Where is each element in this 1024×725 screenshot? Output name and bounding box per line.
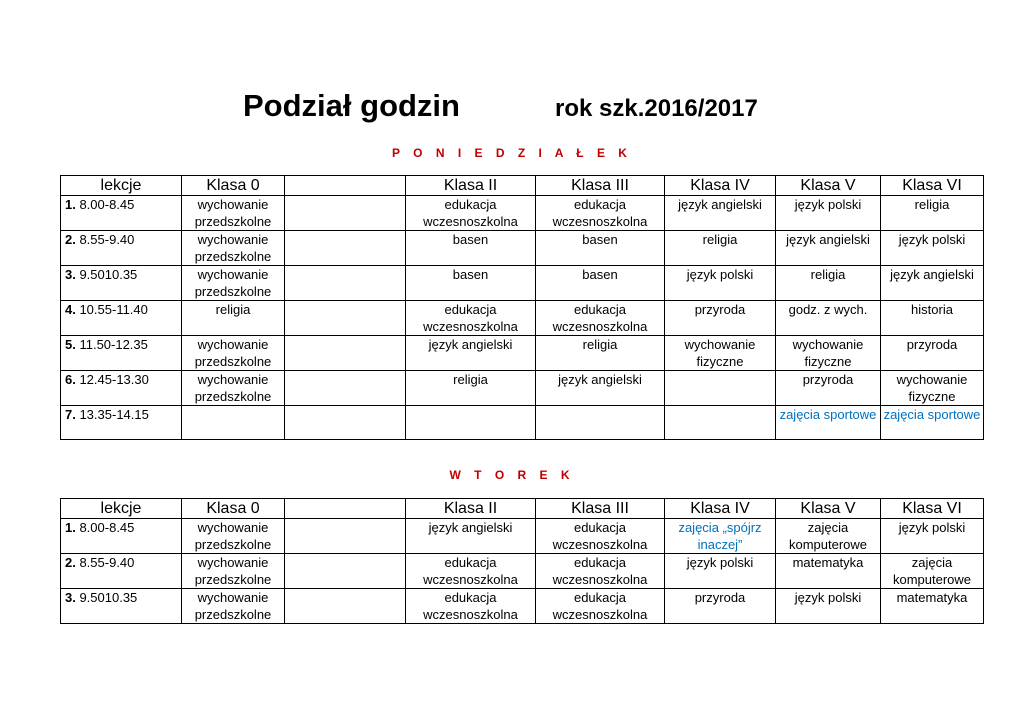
- lesson-number: 7.: [65, 407, 76, 422]
- subject-cell: [285, 196, 406, 231]
- subject-cell: język angielski: [536, 371, 665, 406]
- lesson-time: 13.35-14.15: [75, 407, 149, 422]
- lesson-number: 2.: [65, 232, 76, 247]
- lesson-number: 4.: [65, 302, 76, 317]
- subject-cell: [665, 406, 776, 440]
- subject-cell: edukacja wczesnoszkolna: [406, 589, 536, 624]
- lesson-number: 1.: [65, 520, 76, 535]
- subject-cell: religia: [536, 336, 665, 371]
- document-title: [0, 88, 1024, 128]
- subject-cell: zajęcia sportowe: [881, 406, 984, 440]
- subject-cell: [665, 371, 776, 406]
- subject-cell: język angielski: [406, 336, 536, 371]
- subject-cell: basen: [536, 231, 665, 266]
- column-header: Klasa 0: [182, 499, 285, 519]
- lesson-time-cell: [61, 589, 182, 624]
- subject-cell: godz. z wych.: [776, 301, 881, 336]
- column-header: Klasa II: [406, 176, 536, 196]
- subject-cell: przyroda: [665, 301, 776, 336]
- lesson-time-cell: [61, 406, 182, 440]
- lesson-number: 2.: [65, 555, 76, 570]
- table-row: [61, 406, 984, 440]
- subject-cell: wychowanie przedszkolne: [182, 196, 285, 231]
- subject-cell: język angielski: [665, 196, 776, 231]
- subject-cell: [285, 266, 406, 301]
- subject-cell: edukacja wczesnoszkolna: [406, 196, 536, 231]
- schedule-table-monday: [60, 175, 984, 440]
- lesson-number: 5.: [65, 337, 76, 352]
- subject-cell: edukacja wczesnoszkolna: [406, 301, 536, 336]
- table-row: [61, 554, 984, 589]
- column-header: Klasa IV: [665, 499, 776, 519]
- subject-cell: [285, 519, 406, 554]
- subject-cell: język polski: [776, 589, 881, 624]
- lesson-time: 8.00-8.45: [75, 197, 135, 212]
- lesson-time-cell: [61, 266, 182, 301]
- subject-cell: wychowanie przedszkolne: [182, 231, 285, 266]
- table-row: [61, 371, 984, 406]
- subject-cell: religia: [406, 371, 536, 406]
- subject-cell: basen: [406, 266, 536, 301]
- subject-cell: religia: [182, 301, 285, 336]
- subject-cell: [536, 406, 665, 440]
- column-header: Klasa VI: [881, 499, 984, 519]
- title-main: Podział godzin: [243, 88, 460, 123]
- column-header: Klasa 0: [182, 176, 285, 196]
- subject-cell: [285, 231, 406, 266]
- subject-cell: basen: [406, 231, 536, 266]
- lesson-time: 9.5010.35: [75, 267, 138, 282]
- column-header: [285, 499, 406, 519]
- lesson-number: 3.: [65, 267, 76, 282]
- table-row: [61, 301, 984, 336]
- column-header: Klasa V: [776, 499, 881, 519]
- subject-cell: język polski: [665, 266, 776, 301]
- column-header: [285, 176, 406, 196]
- schedule-table-tuesday: [60, 498, 984, 624]
- table-row: [61, 336, 984, 371]
- subject-cell: basen: [536, 266, 665, 301]
- column-header: Klasa V: [776, 176, 881, 196]
- lesson-time: 12.45-13.30: [75, 372, 149, 387]
- subject-cell: przyroda: [776, 371, 881, 406]
- subject-cell: historia: [881, 301, 984, 336]
- subject-cell: [182, 406, 285, 440]
- lesson-time-cell: [61, 231, 182, 266]
- subject-cell: edukacja wczesnoszkolna: [536, 301, 665, 336]
- subject-cell: [406, 406, 536, 440]
- column-header: Klasa III: [536, 176, 665, 196]
- column-header: Klasa IV: [665, 176, 776, 196]
- subject-cell: język angielski: [776, 231, 881, 266]
- lesson-time: 8.55-9.40: [75, 232, 135, 247]
- table-row: [61, 589, 984, 624]
- subject-cell: język polski: [776, 196, 881, 231]
- subject-cell: matematyka: [776, 554, 881, 589]
- subject-cell: wychowanie przedszkolne: [182, 336, 285, 371]
- subject-cell: zajęcia „spójrz inaczej”: [665, 519, 776, 554]
- subject-cell: zajęcia sportowe: [776, 406, 881, 440]
- subject-cell: edukacja wczesnoszkolna: [536, 589, 665, 624]
- subject-cell: [285, 301, 406, 336]
- day-heading-monday: P O N I E D Z I A Ł E K: [392, 146, 632, 160]
- subject-cell: edukacja wczesnoszkolna: [536, 554, 665, 589]
- header-row: [61, 499, 984, 519]
- subject-cell: wychowanie fizyczne: [776, 336, 881, 371]
- subject-cell: wychowanie przedszkolne: [182, 589, 285, 624]
- lesson-time-cell: [61, 336, 182, 371]
- lesson-time-cell: [61, 196, 182, 231]
- column-header: lekcje: [61, 499, 182, 519]
- subject-cell: język polski: [665, 554, 776, 589]
- subject-cell: zajęcia komputerowe: [776, 519, 881, 554]
- subject-cell: przyroda: [665, 589, 776, 624]
- subject-cell: [285, 589, 406, 624]
- column-header: Klasa III: [536, 499, 665, 519]
- subject-cell: język polski: [881, 519, 984, 554]
- subject-cell: język polski: [881, 231, 984, 266]
- subject-cell: [285, 554, 406, 589]
- subject-cell: religia: [881, 196, 984, 231]
- subject-cell: wychowanie przedszkolne: [182, 554, 285, 589]
- subject-cell: [285, 336, 406, 371]
- subject-cell: zajęcia komputerowe: [881, 554, 984, 589]
- subject-cell: edukacja wczesnoszkolna: [536, 519, 665, 554]
- lesson-time-cell: [61, 519, 182, 554]
- subject-cell: język angielski: [881, 266, 984, 301]
- lesson-number: 3.: [65, 590, 76, 605]
- table-row: [61, 231, 984, 266]
- column-header: lekcje: [61, 176, 182, 196]
- subject-cell: wychowanie fizyczne: [665, 336, 776, 371]
- column-header: Klasa II: [406, 499, 536, 519]
- school-year: rok szk.2016/2017: [555, 95, 758, 122]
- subject-cell: matematyka: [881, 589, 984, 624]
- lesson-time-cell: [61, 301, 182, 336]
- subject-cell: przyroda: [881, 336, 984, 371]
- lesson-time: 10.55-11.40: [75, 302, 148, 317]
- lesson-time: 11.50-12.35: [75, 337, 148, 352]
- table-row: [61, 266, 984, 301]
- lesson-time: 8.55-9.40: [75, 555, 135, 570]
- subject-cell: język angielski: [406, 519, 536, 554]
- subject-cell: [285, 371, 406, 406]
- lesson-number: 1.: [65, 197, 76, 212]
- subject-cell: edukacja wczesnoszkolna: [406, 554, 536, 589]
- lesson-time: 8.00-8.45: [75, 520, 135, 535]
- column-header: Klasa VI: [881, 176, 984, 196]
- subject-cell: wychowanie przedszkolne: [182, 266, 285, 301]
- lesson-time: 9.5010.35: [75, 590, 138, 605]
- lesson-time-cell: [61, 371, 182, 406]
- subject-cell: [285, 406, 406, 440]
- subject-cell: wychowanie przedszkolne: [182, 519, 285, 554]
- header-row: [61, 176, 984, 196]
- subject-cell: wychowanie przedszkolne: [182, 371, 285, 406]
- lesson-number: 6.: [65, 372, 76, 387]
- subject-cell: religia: [665, 231, 776, 266]
- subject-cell: wychowanie fizyczne: [881, 371, 984, 406]
- lesson-time-cell: [61, 554, 182, 589]
- table-row: [61, 196, 984, 231]
- table-row: [61, 519, 984, 554]
- day-heading-tuesday: W T O R E K: [449, 468, 575, 482]
- subject-cell: religia: [776, 266, 881, 301]
- subject-cell: edukacja wczesnoszkolna: [536, 196, 665, 231]
